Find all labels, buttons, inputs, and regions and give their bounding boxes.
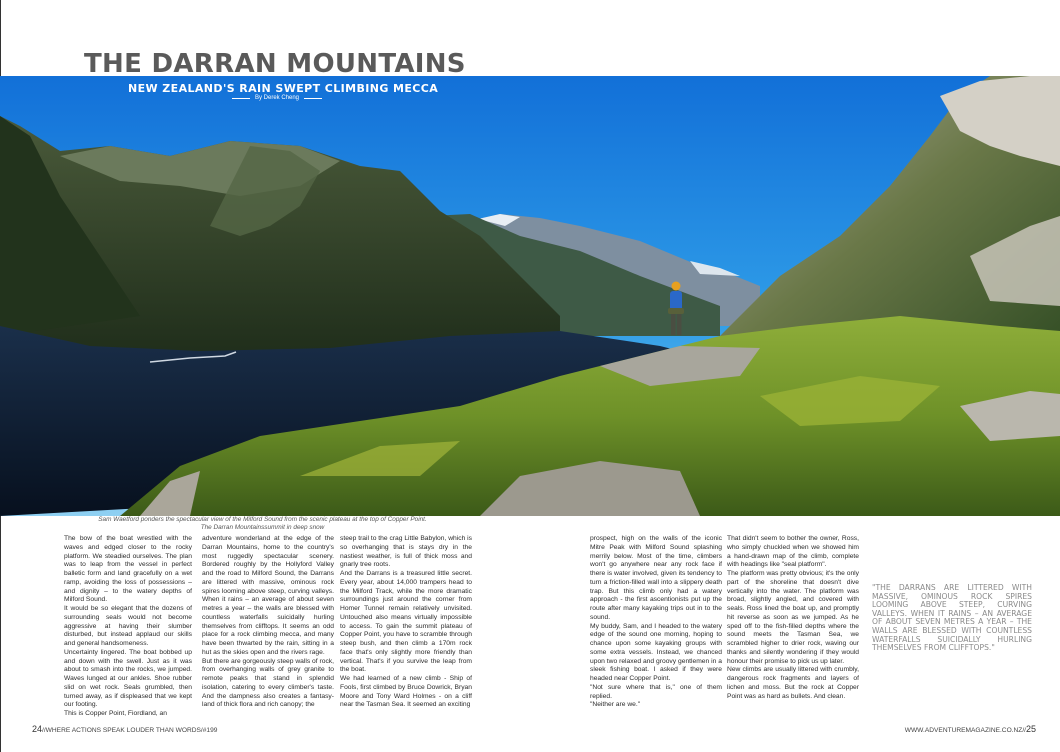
paragraph: We had learned of a new climb - Ship of Fools, first climbed by Bruce Dowrick, Bryan Moore and Tony Ward Holmes - on a cliff near the Tasman Sea. It seemed an exciting — [340, 675, 472, 709]
paragraph: "Not sure where that is," one of them replied. — [590, 683, 722, 700]
paragraph: steep trail to the crag Little Babylon, which is so overhanging that is stays dry in the nastiest weather, is full of thick moss and gnarly tree roots. — [340, 535, 472, 569]
paragraph: "Neither are we." — [590, 701, 641, 709]
paragraph: This is Copper Point, Fiordland, an — [64, 710, 167, 717]
article-subtitle: NEW ZEALAND'S RAIN SWEPT CLIMBING MECCA — [128, 82, 439, 95]
body-column-4 — [590, 535, 722, 710]
paragraph: The platform was pretty obvious; it's the only part of the shoreline that doesn't dive vertically into the water. The platform was broad, slightly angled, and covered with seals. Ross lined the boat up, and promptly hit reverse as soon as we jumped. As he sped off to the fish-filled depths where the sound meets the Tasman Sea, we scrambled higher to drier rock, waving our thanks and silently wondering if they would honour their promise to pick us up later. — [727, 570, 859, 665]
article-title: THE DARRAN MOUNTAINS — [84, 49, 466, 79]
body-column-5 — [727, 535, 859, 701]
page-number-right: 25 — [1025, 724, 1036, 734]
photo-caption — [0, 516, 525, 532]
pull-quote: "THE DARRANS ARE LITTERED WITH MASSIVE, OMINOUS ROCK SPIRES LOOMING ABOVE STEEP, CURVING VALLEYS. WHEN IT RAINS – AN AVERAGE OF ABOUT SEVEN METRES A YEAR – THE WALLS ARE BLESSED WITH COUNTLESS WATERFALLS SUICIDALLY HURLING THEMSELVES FROM CLIFFTOPS." — [872, 583, 1032, 653]
paragraph: New climbs are usually littered with crumbly, dangerous rock fragments and layers of lichen and moss. But the rock at Copper Point was as hard as bullets. And clean. — [727, 666, 859, 700]
hero-photo — [0, 76, 1060, 516]
byline-author: By Derek Cheng — [255, 95, 300, 101]
paragraph: Uncertainty lingered. The boat bobbed up and down with the swell. Just as it was about to smash into the rocks, we jumped. Waves lunged at our ankles. Shoe rubber slid on wet rock. Seals grumbled, then turned away, as if displeased that we kept our footing. — [64, 648, 192, 709]
byline-rule-right — [304, 98, 322, 99]
body-column-2 — [202, 535, 334, 710]
paragraph: My buddy, Sam, and I headed to the watery edge of the sound one morning, hoping to chance upon some kayaking groups with some extra vessels. Instead, we chanced upon two relaxed and groovy gentlemen in a sleek fishing boat. I asked if they were headed near Copper Point. — [590, 622, 722, 682]
paragraph: prospect, high on the walls of the iconic Mitre Peak with Milford Sound splashing merrily below. Most of the time, climbers won't go anywhere near any rock face if there is water involved, given its tendency to turn a friction-filled wall into a slippery death trap. But this climb only had a watery approach - the first ascentionists put up the route after many kayaking trips out in to the sound. — [590, 535, 722, 621]
paragraph: It would be so elegant that the dozens of surrounding seals would not become aggressive at having their slumber disturbed, but instead applaud our skills and general handsomeness. — [64, 605, 192, 647]
footer-website-link[interactable]: WWW.ADVENTUREMAGAZINE.CO.NZ// — [904, 727, 1026, 734]
paragraph: And the Darrans is a treasured little secret. Every year, about 14,000 trampers head to the Milford Track, while the more dramatic surroundings just around the corner from Homer Tunnel remain relatively unvisited. Untouched also means virtually impossible to access. To gain the summit plateau of Copper Point, you have to scramble through steep bush, and then climb a 170m rock face that's only slightly more friendly than vertical. That's if you survive the leap from the boat. — [340, 570, 472, 674]
paragraph: That didn't seem to bother the owner, Ross, who simply chuckled when we showed him a hand-drawn map of the climb, complete with headings like "seal platform". — [727, 535, 859, 569]
photo-caption-line-1: Sam Waetford ponders the spectacular view of the Milford Sound from the scenic plateau at the top of Copper Point. — [98, 516, 427, 523]
page-number-left: 24 — [32, 724, 43, 734]
paragraph: But there are gorgeously steep walls of rock, from overhanging walls of grey granite to remote peaks that stand in splendid isolation, catering to every climber's taste. And the dampness also creates a fantasy-land of thick flora and rich canopy; the — [202, 657, 334, 709]
photo-caption-line-2: The Darran Mountainssummit in deep snow — [200, 524, 325, 531]
footer-tagline: //WHERE ACTIONS SPEAK LOUDER THAN WORDS/#199 — [42, 727, 218, 734]
footer-left — [32, 724, 217, 734]
byline-rule-left — [232, 98, 250, 99]
body-column-3 — [340, 535, 472, 710]
paragraph: adventure wonderland at the edge of the Darran Mountains, home to the country's most ruggedly spectacular scenery. Bordered roughly by the Hollyford Valley and the road to Milford Sound, the Darrans are littered with massive, ominous rock spires looming above steep, curving valleys. When it rains – an average of about seven metres a year – the walls are blessed with countless waterfalls suicidally hurling themselves from clifftops. It seems an odd place for a rock climbing mecca, and many have been thwarted by the rain, sitting in a hut as the skies open and the rivers rage. — [202, 535, 334, 656]
footer-right — [905, 724, 1036, 734]
body-column-1 — [64, 535, 192, 719]
byline — [232, 95, 322, 101]
milford-sound-landscape-image — [0, 76, 1060, 516]
paragraph: The bow of the boat wrestled with the waves and edged closer to the rocky platform. We steadied ourselves. The plan was to leap from the vessel in perfect balletic form and land gracefully on a wet ramp, avoiding the loss of possessions – and dignity – to the watery depths of Milford Sound. — [64, 535, 192, 604]
